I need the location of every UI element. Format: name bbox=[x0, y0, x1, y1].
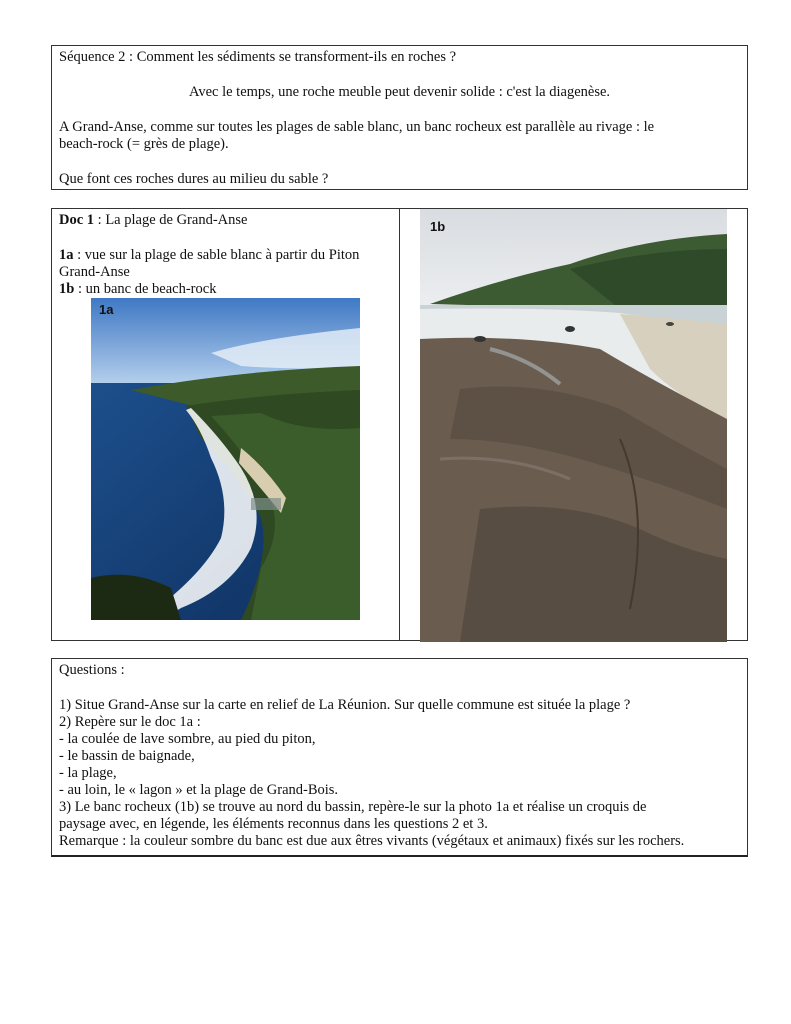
question-line: - la plage, bbox=[59, 765, 117, 781]
problem-question: Que font ces roches dures au milieu du sable ? bbox=[59, 171, 329, 187]
sequence-intro-box bbox=[51, 45, 748, 190]
intro-paragraph-line-2: beach-rock (= grès de plage). bbox=[59, 136, 229, 152]
photo-1a-tag: 1a bbox=[99, 302, 114, 317]
column-divider bbox=[399, 209, 400, 640]
document-1-caption bbox=[59, 212, 394, 298]
caption-1a bbox=[59, 247, 394, 264]
photo-1b-tag: 1b bbox=[430, 219, 446, 234]
caption-1b-text: : un banc de beach-rock bbox=[74, 281, 217, 297]
remark-line: Remarque : la couleur sombre du banc est due aux êtres vivants (végétaux et animaux) fixés sur les rochers. bbox=[59, 833, 685, 849]
doc-title bbox=[59, 212, 394, 229]
sequence-subtitle: Avec le temps, une roche meuble peut devenir solide : c'est la diagenèse. bbox=[188, 84, 611, 100]
caption-1b-label: 1b bbox=[59, 281, 75, 297]
doc-title-text: : La plage de Grand-Anse bbox=[94, 212, 248, 228]
question-line: 2) Repère sur le doc 1a : bbox=[59, 714, 201, 730]
question-line: - la coulée de lave sombre, au pied du piton, bbox=[59, 731, 316, 747]
question-line: paysage avec, en légende, les éléments reconnus dans les questions 2 et 3. bbox=[59, 816, 488, 832]
caption-1b bbox=[59, 281, 394, 298]
sequence-title: Séquence 2 : Comment les sédiments se transforment-ils en roches ? bbox=[59, 49, 457, 65]
caption-1a-label: 1a bbox=[59, 247, 74, 263]
question-line: - le bassin de baignade, bbox=[59, 748, 195, 764]
doc-label: Doc 1 bbox=[59, 212, 95, 228]
question-line: 1) Situe Grand-Anse sur la carte en relief de La Réunion. Sur quelle commune est située la plage ? bbox=[59, 697, 631, 713]
questions-box bbox=[51, 658, 748, 857]
intro-paragraph-line-1: A Grand-Anse, comme sur toutes les plages de sable blanc, un banc rocheux est parallèle au rivage : le bbox=[59, 119, 655, 135]
caption-1a-text: : vue sur la plage de sable blanc à partir du Piton bbox=[73, 247, 360, 263]
questions-heading: Questions : bbox=[59, 662, 125, 678]
question-line: 3) Le banc rocheux (1b) se trouve au nord du bassin, repère-le sur la photo 1a et réalise un croquis de bbox=[59, 799, 647, 815]
caption-1a-continued: Grand-Anse bbox=[59, 264, 130, 280]
document-1-box bbox=[51, 208, 748, 641]
photo-1b-beach-rock bbox=[420, 209, 727, 642]
photo-1a-coastline bbox=[91, 298, 360, 620]
question-line: - au loin, le « lagon » et la plage de Grand-Bois. bbox=[59, 782, 339, 798]
